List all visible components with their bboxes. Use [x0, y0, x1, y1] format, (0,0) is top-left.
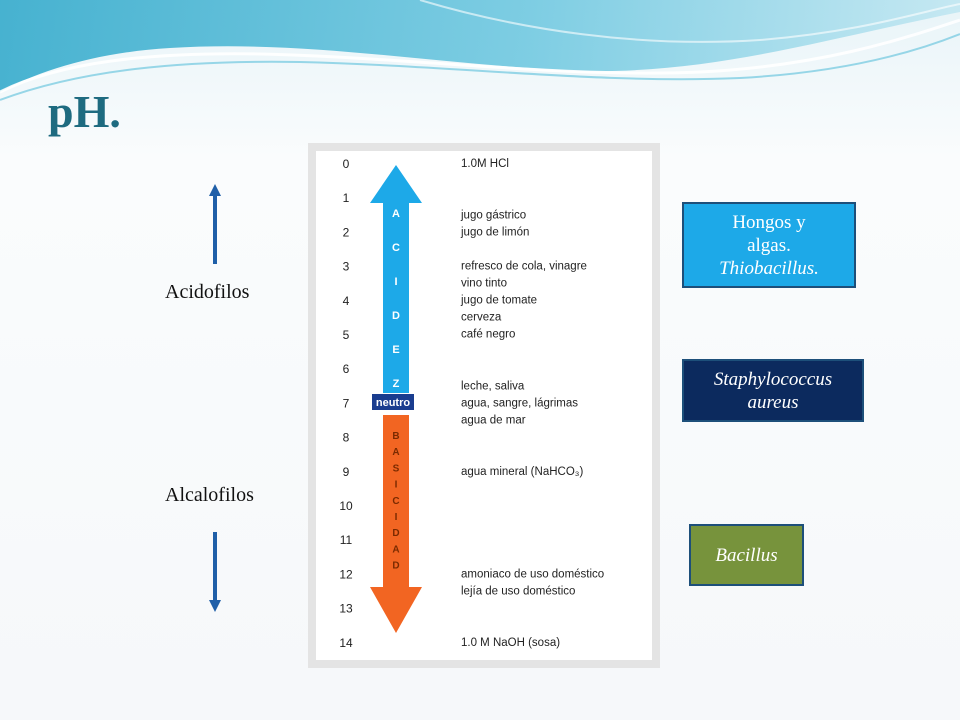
substance-label: refresco de cola, vinagre	[461, 260, 587, 273]
substance-label: amoniaco de uso doméstico	[461, 568, 605, 581]
base-letter: B	[392, 431, 400, 442]
ph-tick-2: 2	[342, 225, 350, 240]
ph-tick-1: 1	[342, 191, 350, 206]
base-letter: C	[392, 495, 400, 507]
fungi-line1: Hongos y	[732, 211, 806, 233]
alkaliphiles-label: Alcalofilos	[165, 484, 254, 506]
substance-label: jugo de limón	[461, 226, 530, 239]
substance-label: jugo gástrico	[461, 209, 527, 222]
ph-tick-7: 7	[342, 396, 350, 411]
substance-label: 1.0 M NaOH (sosa)	[461, 636, 561, 649]
substance-label: jugo de tomate	[461, 294, 538, 307]
substance-label: agua mineral (NaHCO₃)	[461, 465, 584, 478]
ph-tick-8: 8	[342, 430, 350, 445]
substance-label: cerveza	[461, 311, 502, 324]
acid-letter: I	[394, 276, 398, 288]
substance-label: vino tinto	[461, 277, 508, 290]
ph-tick-3: 3	[342, 259, 350, 274]
ph-tick-12: 12	[339, 567, 353, 582]
base-letter: S	[392, 463, 400, 475]
acid-letter: A	[392, 208, 400, 220]
ph-tick-10: 10	[339, 499, 353, 513]
base-letter: D	[392, 528, 400, 540]
staphylococcus-box	[682, 359, 864, 422]
ph-tick-14: 14	[339, 635, 353, 650]
substance-label: leche, saliva	[461, 380, 525, 393]
fungi-line3: Thiobacillus.	[719, 257, 819, 279]
substance-label: agua, sangre, lágrimas	[461, 397, 578, 410]
ph-tick-13: 13	[339, 601, 353, 616]
staph-line1: Staphylococcus	[713, 368, 833, 390]
acid-letter: D	[392, 310, 400, 322]
base-letter: I	[394, 479, 398, 491]
ph-tick-11: 11	[339, 533, 353, 548]
base-letter: D	[392, 560, 400, 572]
fungi-line2: algas.	[747, 234, 791, 256]
ph-scale-chart	[308, 143, 660, 668]
acidophiles-label: Acidofilos	[165, 281, 250, 303]
ph-tick-5: 5	[342, 328, 350, 342]
substance-label: 1.0M HCl	[461, 158, 509, 170]
ph-tick-9: 9	[342, 464, 350, 479]
ph-tick-0: 0	[342, 157, 350, 171]
neutral-label: neutro	[375, 397, 411, 409]
substance-label: café negro	[461, 328, 516, 341]
header-waves	[0, 0, 960, 110]
ph-tick-6: 6	[342, 362, 350, 377]
ph-scale-figure	[308, 143, 660, 668]
bacillus-box	[689, 524, 804, 586]
staph-line2: aureus	[747, 391, 799, 413]
bacillus-line1: Bacillus	[715, 544, 778, 566]
base-letter: I	[394, 512, 398, 523]
ph-tick-4: 4	[342, 293, 350, 308]
acid-letter: C	[392, 242, 400, 254]
arrow-down-icon	[205, 530, 225, 612]
base-letter: A	[392, 544, 400, 556]
slide-title: pH.	[48, 86, 121, 137]
acid-letter: Z	[392, 378, 400, 390]
acid-letter: E	[392, 344, 400, 356]
substance-label: agua de mar	[461, 414, 526, 427]
substance-label: lejía de uso doméstico	[461, 585, 576, 598]
base-letter: A	[392, 447, 400, 459]
arrow-up-icon	[205, 184, 225, 266]
fungi-algae-box	[682, 202, 856, 288]
